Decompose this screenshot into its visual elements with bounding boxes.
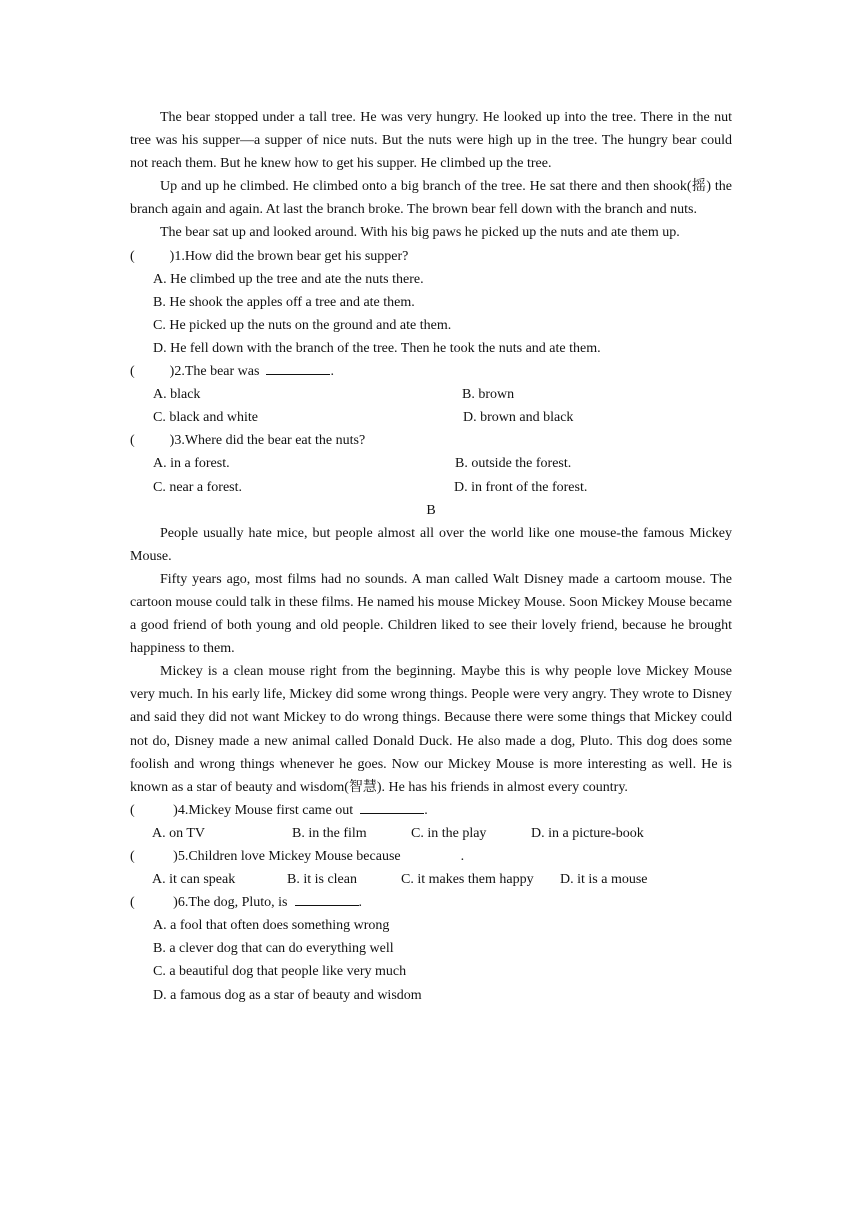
question-4-options-row <box>152 822 732 845</box>
question-2-option-c: C. black and white <box>153 410 258 426</box>
question-5-option-c: C. it makes them happy <box>401 872 534 888</box>
question-5-options-row <box>152 868 732 891</box>
question-4-option-c: C. in the play <box>411 825 487 841</box>
question-6-option-c: C. a beautiful dog that people like very much <box>153 964 407 980</box>
question-5-option-a: A. it can speak <box>152 872 236 888</box>
question-1-stem: ( )1.How did the brown bear get his supper? <box>130 248 409 264</box>
question-2 <box>130 360 732 383</box>
question-1-option-c: C. He picked up the nuts on the ground and ate them. <box>153 317 452 333</box>
question-5-option-b: B. it is clean <box>287 872 357 888</box>
question-2-options-row <box>153 406 732 429</box>
question-3-option-b: B. outside the forest. <box>455 456 572 472</box>
question-3-options-row <box>153 452 732 475</box>
question-3-option-d: D. in front of the forest. <box>454 479 588 495</box>
question-2-option-a: A. black <box>153 387 201 403</box>
question-2-options-row <box>153 383 732 406</box>
question-6-option-b: B. a clever dog that can do everything well <box>153 941 394 957</box>
section-heading: B <box>426 502 436 518</box>
question-5-end: . <box>460 849 465 864</box>
question-5 <box>130 845 732 868</box>
question-6-stem: ( )6.The dog, Pluto, is <box>130 895 295 911</box>
question-4-option-a: A. on TV <box>152 825 206 841</box>
question-3-stem: ( )3.Where did the bear eat the nuts? <box>130 433 366 449</box>
answer-blank <box>295 892 359 906</box>
question-6-end: . <box>358 895 362 911</box>
question-4 <box>130 799 732 822</box>
question-5-stem: ( )5.Children love Mickey Mouse because <box>130 849 401 864</box>
question-5-option-d: D. it is a mouse <box>560 872 648 888</box>
passage-b-paragraph: Fifty years ago, most films had no sounds. A man called Walt Disney made a cartoom mouse. The cartoon mouse could talk in these films. He named his mouse Mickey Mouse. Soon Mickey Mouse became a good friend of both young and old people. Children liked to see their lovely friend, because he brought happiness to them. <box>130 571 732 657</box>
question-4-stem: ( )4.Mickey Mouse first came out <box>130 802 361 818</box>
passage-b-paragraph: Mickey is a clean mouse right from the beginning. Maybe this is why people love Mickey Mouse very much. In his early life, Mickey did some wrong things. People were very angry. They wrote to Disney and said they did not want Mickey to do wrong things. Because there were some things that Mickey could not do, Disney made a new animal called Donald Duck. He also made a dog, Pluto. This dog does some foolish and wrong things whenever he goes. Now our Mickey Mouse is more interesting as well. He is known as a star of beauty and wisdom(智慧). He has his friends in almost every country. <box>130 664 732 795</box>
question-3-options-row <box>153 476 732 499</box>
question-6-option-d: D. a famous dog as a star of beauty and wisdom <box>153 987 422 1003</box>
question-4-option-b: B. in the film <box>292 825 367 841</box>
passage-a-paragraph: The bear stopped under a tall tree. He was very hungry. He looked up into the tree. There in the nut tree was his supper—a supper of nice nuts. But the nuts were high up in the tree. The hungry bear could not reach them. But he knew how to get his supper. He climbed up the tree. <box>130 110 732 172</box>
question-2-option-d: D. brown and black <box>463 410 574 426</box>
answer-blank <box>360 800 424 814</box>
question-1-option-d: D. He fell down with the branch of the tree. Then he took the nuts and ate them. <box>153 340 601 356</box>
question-4-end: . <box>424 802 428 818</box>
worksheet-page <box>130 106 732 1007</box>
question-2-option-b: B. brown <box>462 387 515 403</box>
question-1-option-b: B. He shook the apples off a tree and ate them. <box>153 294 415 310</box>
passage-a-paragraph: Up and up he climbed. He climbed onto a big branch of the tree. He sat there and then shook(摇) the branch again and again. At last the branch broke. The brown bear fell down with the branch and nuts. <box>130 179 732 218</box>
passage-b-paragraph: People usually hate mice, but people almost all over the world like one mouse-the famous Mickey Mouse. <box>130 525 732 564</box>
question-6 <box>130 891 732 914</box>
question-4-option-d: D. in a picture-book <box>531 825 644 841</box>
answer-blank <box>266 361 330 375</box>
question-6-option-a: A. a fool that often does something wrong <box>153 918 390 934</box>
question-2-end: . <box>330 364 334 380</box>
question-1-option-a: A. He climbed up the tree and ate the nuts there. <box>153 271 424 287</box>
question-3-option-c: C. near a forest. <box>153 479 243 495</box>
question-2-stem: ( )2.The bear was <box>130 364 267 380</box>
question-3-option-a: A. in a forest. <box>153 456 230 472</box>
passage-a-paragraph: The bear sat up and looked around. With his big paws he picked up the nuts and ate them up. <box>160 225 680 241</box>
